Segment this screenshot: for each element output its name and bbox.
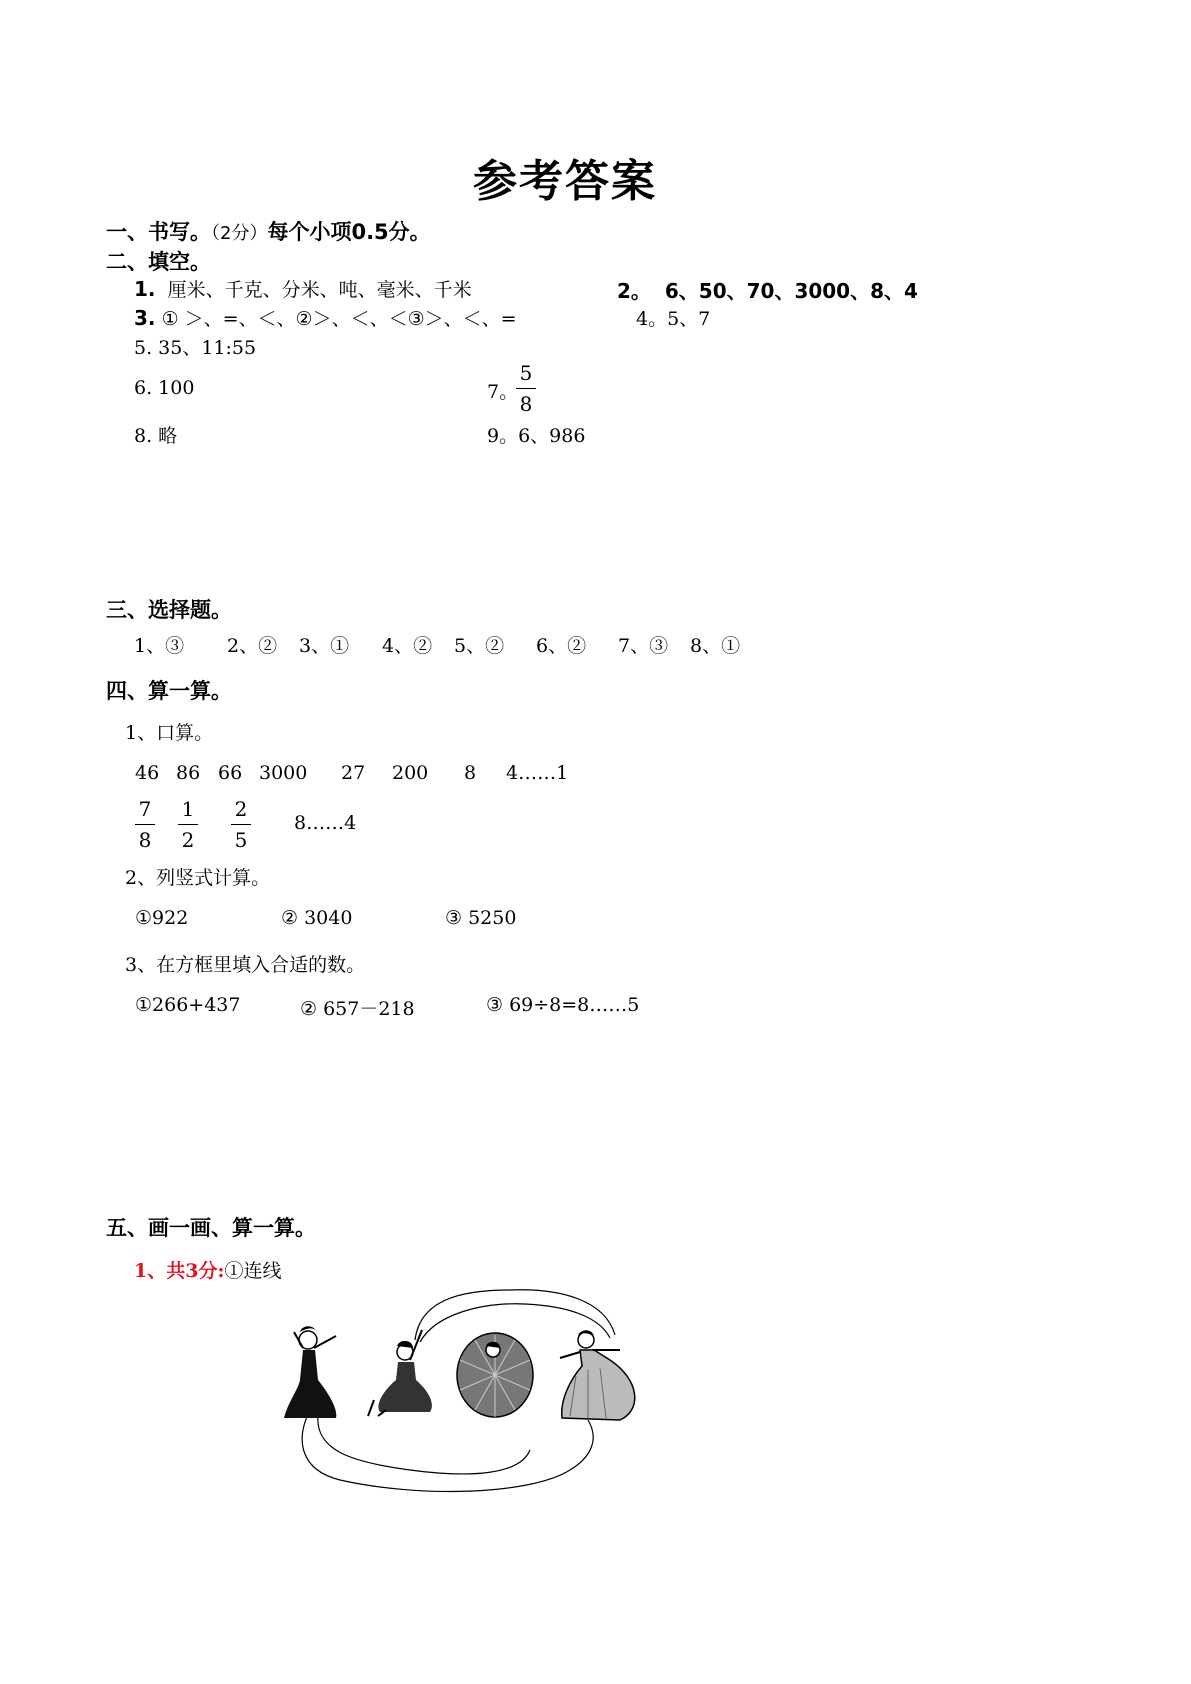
choice-answer: 6、② (536, 635, 587, 657)
fraction-numerator: 2 (234, 797, 248, 821)
fill-answer-5: 5. 35、11:55 (134, 337, 257, 359)
dancer-4-figure (560, 1330, 635, 1420)
fill-answer-7-fraction (516, 360, 536, 417)
mental-math-fraction (231, 796, 251, 853)
mental-math-fraction (135, 796, 155, 853)
fraction-bar (231, 824, 251, 825)
mental-math-answer: 86 (176, 762, 201, 784)
fraction-bar (135, 824, 155, 825)
subsection-fill-box: 3、在方框里填入合适的数。 (125, 954, 366, 976)
section-2-heading: 二、填空。 (106, 250, 211, 274)
fraction-bar (516, 388, 536, 389)
section-5-heading: 五、画一画、算一算。 (106, 1216, 316, 1240)
fill-answer-4: 4。5、7 (636, 308, 711, 330)
fraction-numerator: 7 (138, 797, 152, 821)
mental-math-answer: 8 (464, 762, 477, 784)
choice-answer: 8、① (690, 635, 741, 657)
vertical-calc-answer: ② 3040 (281, 907, 353, 929)
fill-answer-3: 3. ① ＞、=、＜、②＞、＜、＜③＞、＜、= (134, 306, 517, 330)
dancers-illustration (270, 1280, 660, 1520)
mental-math-answer: 27 (341, 762, 366, 784)
choice-answer: 4、② (382, 635, 433, 657)
choice-answer: 1、③ (134, 635, 185, 657)
mental-math-answer: 200 (392, 762, 429, 784)
choice-answer: 5、② (454, 635, 505, 657)
fraction-numerator: 1 (181, 797, 195, 821)
choice-answer: 3、① (299, 635, 350, 657)
vertical-calc-answer: ③ 5250 (445, 907, 517, 929)
choice-answer: 2、② (227, 635, 278, 657)
fraction-denominator: 8 (519, 392, 533, 416)
fill-answer-7-prefix: 7。 (487, 381, 519, 403)
mental-math-answer: 4……1 (506, 762, 569, 784)
fraction-bar (178, 824, 198, 825)
dancer-1-figure (284, 1326, 336, 1418)
fill-answer-2: 2。 6、50、70、3000、8、4 (617, 279, 918, 303)
fill-answer-1: 1. 厘米、千克、分米、吨、毫米、千米 (134, 277, 472, 301)
dancer-3-figure (457, 1333, 533, 1417)
vertical-calc-answer: ①922 (135, 907, 189, 929)
section-4-heading: 四、算一算。 (106, 679, 232, 703)
fill-box-answer: ③ 69÷8=8……5 (486, 994, 640, 1016)
subsection-vertical-calc: 2、列竖式计算。 (125, 867, 271, 889)
fill-answer-9: 9。6、986 (487, 425, 586, 447)
choice-answer: 7、③ (618, 635, 669, 657)
mental-math-answer: 66 (218, 762, 243, 784)
drawing-question-1: 1、共3分:①连线 (134, 1260, 282, 1282)
page-title: 参考答案 (473, 156, 657, 207)
subsection-mental-math: 1、口算。 (125, 722, 214, 744)
fraction-numerator: 5 (519, 361, 533, 385)
section-1-heading: 一、书写。（2分）每个小项0.5分。 (106, 220, 431, 244)
mental-math-answer: 3000 (259, 762, 308, 784)
dancer-2-figure (368, 1330, 432, 1416)
fraction-denominator: 5 (234, 828, 248, 852)
mental-math-fraction (178, 796, 198, 853)
fill-box-answer: ② 657－218 (300, 998, 415, 1020)
fill-answer-6: 6. 100 (134, 377, 195, 399)
section-3-heading: 三、选择题。 (106, 598, 232, 622)
mental-math-answer: 46 (135, 762, 160, 784)
fill-answer-8: 8. 略 (134, 425, 178, 447)
fraction-denominator: 8 (138, 828, 152, 852)
fraction-denominator: 2 (181, 828, 195, 852)
mental-math-remainder: 8……4 (294, 812, 357, 834)
fill-box-answer: ①266+437 (135, 994, 241, 1016)
